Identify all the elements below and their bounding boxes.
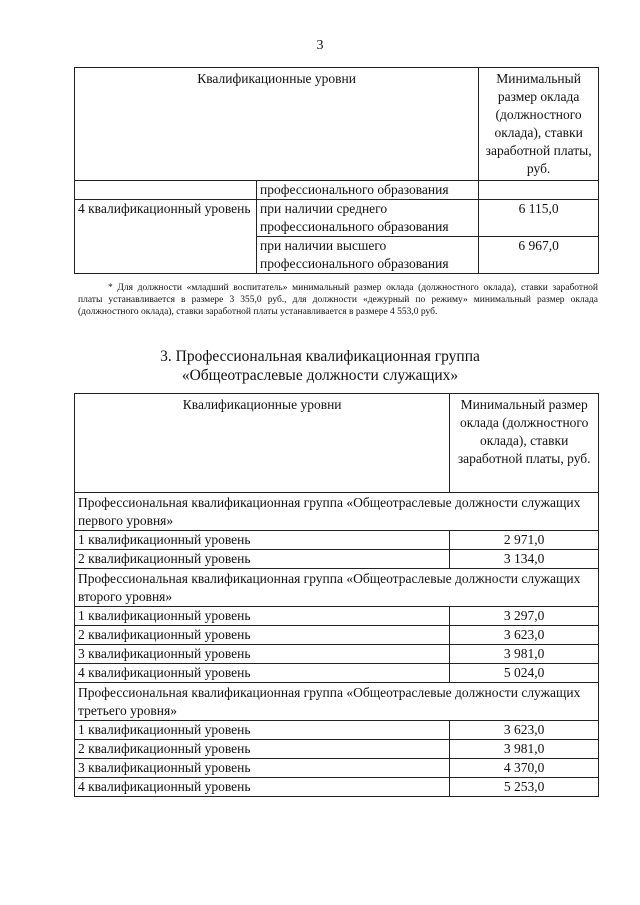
level-cell: 2 квалификационный уровень	[75, 626, 450, 645]
table-row	[75, 664, 599, 683]
level-cell: 2 квалификационный уровень	[75, 550, 450, 569]
group-row	[75, 569, 599, 607]
table-row	[75, 759, 599, 778]
salary-value: 3 623,0	[450, 721, 599, 740]
level-cell: 1 квалификационный уровень	[75, 607, 450, 626]
header-levels: Квалификационные уровни	[75, 394, 450, 493]
group-row	[75, 683, 599, 721]
salary-value: 3 297,0	[450, 607, 599, 626]
header-salary: Минимальный размер оклада (должностного оклада), ставки заработной платы, руб.	[479, 68, 599, 181]
table-header-row	[75, 394, 599, 493]
level-label: 4 квалификационный уровень	[75, 200, 257, 274]
table-row	[75, 531, 599, 550]
salary-value: 3 981,0	[450, 740, 599, 759]
group-title: Профессиональная квалификационная группа «Общеотраслевые должности служащих второго уровня»	[75, 569, 599, 607]
continuation-cell: профессионального образования	[257, 181, 479, 200]
salary-value: 2 971,0	[450, 531, 599, 550]
page-number: 3	[316, 38, 324, 53]
level-cell: 4 квалификационный уровень	[75, 778, 450, 797]
salary-value: 6 967,0	[479, 237, 599, 274]
level-cell: 4 квалификационный уровень	[75, 664, 450, 683]
salary-value: 3 134,0	[450, 550, 599, 569]
salary-value: 4 370,0	[450, 759, 599, 778]
salary-value: 5 253,0	[450, 778, 599, 797]
group-row	[75, 493, 599, 531]
level-cell: 3 квалификационный уровень	[75, 759, 450, 778]
level-cell: 1 квалификационный уровень	[75, 721, 450, 740]
empty-cell	[75, 181, 257, 200]
salary-value: 3 623,0	[450, 626, 599, 645]
level-cell: 1 квалификационный уровень	[75, 531, 450, 550]
table-row	[75, 778, 599, 797]
salary-value: 3 981,0	[450, 645, 599, 664]
header-salary: Минимальный размер оклада (должностного оклада), ставки заработной платы, руб.	[450, 394, 599, 493]
table-row	[75, 626, 599, 645]
footnote: * Для должности «младший воспитатель» минимальный размер оклада (должностного оклада), ставки заработной платы устанавливается в размере 3 355,0 руб., для должности «дежурный по режиму» минимальный размер оклада (должностного оклада), ставки заработной платы устанавливается в размере 4 553,0 руб.	[78, 283, 598, 317]
table-header-row	[75, 68, 599, 181]
salary-table-continued	[74, 67, 599, 274]
table-row	[75, 607, 599, 626]
table-row	[75, 740, 599, 759]
salary-table	[74, 393, 599, 797]
salary-value: 6 115,0	[479, 200, 599, 237]
table-row	[75, 645, 599, 664]
table-row	[75, 181, 599, 200]
condition-cell: при наличии высшего профессионального образования	[257, 237, 479, 274]
condition-cell: при наличии среднего профессионального образования	[257, 200, 479, 237]
group-title: Профессиональная квалификационная группа «Общеотраслевые должности служащих первого уровня»	[75, 493, 599, 531]
level-cell: 2 квалификационный уровень	[75, 740, 450, 759]
table-row	[75, 200, 599, 237]
salary-value: 5 024,0	[450, 664, 599, 683]
header-levels: Квалификационные уровни	[75, 68, 479, 181]
table-row	[75, 721, 599, 740]
group-title: Профессиональная квалификационная группа «Общеотраслевые должности служащих третьего уровня»	[75, 683, 599, 721]
section-title	[0, 347, 640, 385]
table-row	[75, 550, 599, 569]
empty-cell	[479, 181, 599, 200]
section-title-line1: 3. Профессиональная квалификационная группа	[160, 348, 480, 365]
section-title-line2: «Общеотраслевые должности служащих»	[181, 367, 459, 384]
level-cell: 3 квалификационный уровень	[75, 645, 450, 664]
